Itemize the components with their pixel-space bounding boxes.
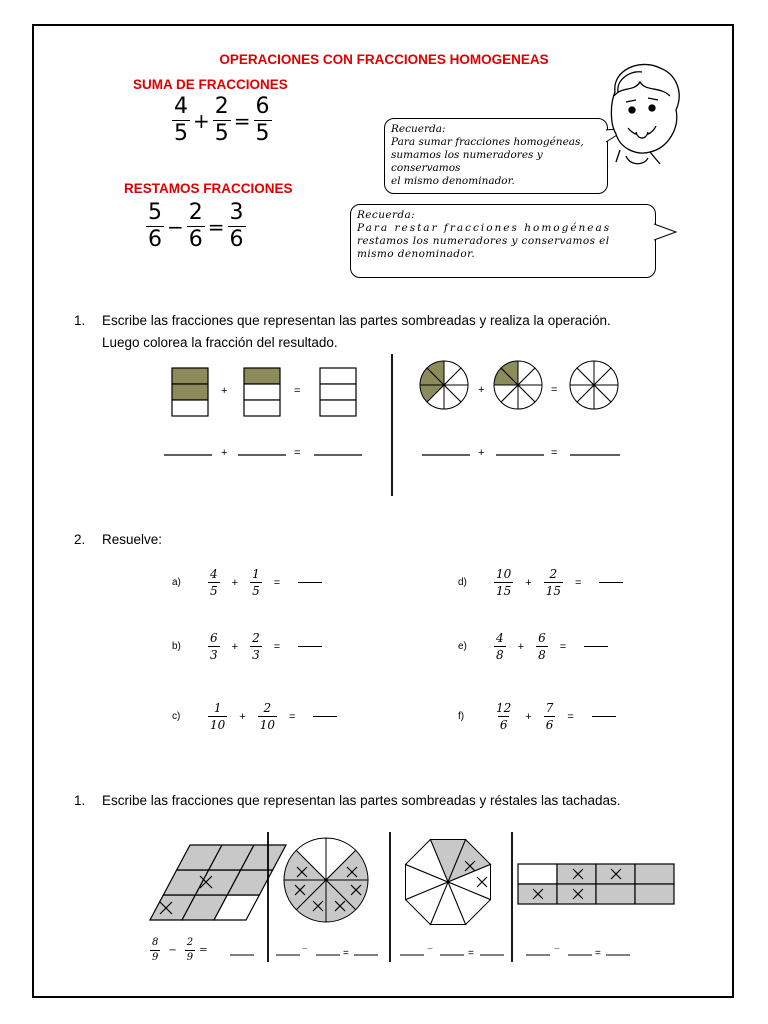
denominator: 15 xyxy=(545,584,561,598)
plus-sign: + xyxy=(525,710,532,723)
numerator: 6 xyxy=(538,631,546,645)
equals-sign: = xyxy=(199,945,208,956)
minus-sign: − xyxy=(302,944,308,955)
denominator: 5 xyxy=(214,121,229,146)
q3-example-operation xyxy=(150,938,212,963)
equals-sign: = xyxy=(575,576,582,589)
page-title: OPERACIONES CON FRACCIONES HOMOGENEAS xyxy=(219,52,549,67)
equals-sign: = xyxy=(294,447,301,459)
numerator: 7 xyxy=(545,701,554,715)
bubble-line: sumamos los numeradores y conservamos xyxy=(391,149,543,174)
numerator: 5 xyxy=(148,200,162,225)
bubble-line: el mismo denominador. xyxy=(391,175,515,187)
fraction xyxy=(208,632,220,661)
answer-line[interactable] xyxy=(592,716,616,717)
denominator: 3 xyxy=(252,648,260,662)
fraction xyxy=(494,632,506,661)
numerator: 6 xyxy=(210,631,218,645)
numerator: 2 xyxy=(214,94,229,119)
denominator: 8 xyxy=(538,648,546,662)
minus-sign: − xyxy=(167,214,184,239)
bar-part xyxy=(320,368,356,384)
numerator: 3 xyxy=(229,200,244,225)
exercise-label: b) xyxy=(172,641,181,652)
question-2-number: 2. xyxy=(74,532,86,547)
equals-sign: = xyxy=(294,385,301,397)
fraction xyxy=(544,568,563,597)
denominator: 6 xyxy=(148,227,162,252)
numerator: 4 xyxy=(174,94,188,119)
equals-sign: = xyxy=(595,948,601,959)
fraction xyxy=(494,702,513,731)
fraction xyxy=(258,702,277,731)
fraction xyxy=(208,702,227,731)
bar-part xyxy=(244,400,280,416)
bubble-line: Para restar fracciones homogéneas xyxy=(357,222,612,234)
exercise-item xyxy=(458,632,608,661)
fraction xyxy=(250,568,262,597)
sum-heading: SUMA DE FRACCIONES xyxy=(133,77,288,92)
grid-cell xyxy=(557,884,596,904)
numerator: 2 xyxy=(252,631,260,645)
numerator: 8 xyxy=(152,937,159,948)
denominator: 15 xyxy=(496,584,512,598)
minus-sign: − xyxy=(168,945,177,956)
question-3-text: Escribe las fracciones que representan las partes sombreadas y réstales las tachadas. xyxy=(102,793,621,808)
bubble-line: Recuerda: xyxy=(357,209,416,221)
plus-sign: + xyxy=(221,385,228,397)
subtract-heading: RESTAMOS FRACCIONES xyxy=(124,181,293,196)
numerator: 1 xyxy=(213,701,222,715)
grid-cell xyxy=(518,864,557,884)
exercise-label: e) xyxy=(458,641,467,652)
exercise-item xyxy=(172,632,322,661)
bubble-line: Recuerda: xyxy=(391,123,446,135)
fraction xyxy=(494,568,513,597)
numerator: 2 xyxy=(188,200,203,225)
denominator: 5 xyxy=(174,121,188,146)
equals-sign: = xyxy=(233,108,251,133)
denominator: 5 xyxy=(255,121,270,146)
plus-sign: + xyxy=(239,710,246,723)
numerator: 2 xyxy=(263,701,272,715)
plus-sign: + xyxy=(231,576,239,589)
grid-cell xyxy=(557,864,596,884)
numerator: 10 xyxy=(496,567,512,581)
exercise-label: a) xyxy=(172,577,181,588)
question-1-line: Escribe las fracciones que representan las partes sombreadas y realiza la operación. xyxy=(102,313,611,328)
answer-line[interactable] xyxy=(584,646,608,647)
bar-part xyxy=(320,384,356,400)
equals-sign: = xyxy=(289,710,296,723)
bar-part xyxy=(172,400,208,416)
fraction xyxy=(536,632,548,661)
plus-sign: + xyxy=(517,640,525,653)
answer-line[interactable] xyxy=(298,646,322,647)
exercise-item xyxy=(458,568,623,597)
bar-part xyxy=(320,400,356,416)
numerator: 4 xyxy=(496,631,504,645)
plus-sign: + xyxy=(231,640,239,653)
equals-sign: = xyxy=(273,576,281,589)
question-2-text: Resuelve: xyxy=(102,532,163,547)
fraction xyxy=(208,568,220,597)
plus-sign: + xyxy=(478,447,485,459)
grid-cell xyxy=(596,884,635,904)
denominator: 6 xyxy=(188,227,203,252)
fraction xyxy=(185,938,195,963)
plus-sign: + xyxy=(525,576,532,589)
denominator: 10 xyxy=(210,718,226,732)
equals-sign: = xyxy=(551,447,558,459)
bar-part xyxy=(244,384,280,400)
q3-figures xyxy=(150,838,674,924)
denominator: 6 xyxy=(499,718,508,732)
denominator: 9 xyxy=(186,952,194,963)
exercise-label: d) xyxy=(458,577,467,588)
numerator: 2 xyxy=(549,567,558,581)
denominator: 6 xyxy=(545,718,554,732)
minus-sign: − xyxy=(427,944,433,955)
grid-cell xyxy=(635,864,674,884)
numerator: 4 xyxy=(210,567,218,581)
question-1-number: 1. xyxy=(74,313,86,328)
denominator: 3 xyxy=(210,648,218,662)
bubble-tail xyxy=(654,224,676,240)
equals-sign: = xyxy=(559,640,567,653)
exercise-item xyxy=(172,702,337,731)
plus-sign: + xyxy=(193,108,210,133)
bubble-line: mismo denominador. xyxy=(357,248,476,260)
answer-line[interactable] xyxy=(599,582,623,583)
question-1-text xyxy=(102,310,714,354)
equals-sign: = xyxy=(273,640,281,653)
bar-part xyxy=(244,368,280,384)
plus-sign: + xyxy=(221,447,228,459)
question-1-line: Luego colorea la fracción del resultado. xyxy=(102,335,338,350)
equals-sign: = xyxy=(567,710,574,723)
equals-sign: = xyxy=(468,948,474,959)
denominator: 8 xyxy=(496,648,504,662)
question-3-number: 1. xyxy=(74,793,86,808)
answer-line[interactable] xyxy=(313,716,337,717)
denominator: 10 xyxy=(259,718,275,732)
grid-cell xyxy=(635,884,674,904)
denominator: 5 xyxy=(210,584,218,598)
kid-character-illustration xyxy=(611,64,679,164)
equals-sign: = xyxy=(551,384,558,396)
minus-sign: − xyxy=(554,944,560,955)
exercise-label: c) xyxy=(172,711,181,722)
bar-part xyxy=(172,368,208,384)
equals-sign: = xyxy=(207,214,225,239)
exercise-item xyxy=(172,568,322,597)
denominator: 6 xyxy=(229,227,244,252)
answer-line[interactable] xyxy=(298,582,322,583)
fraction xyxy=(150,938,160,963)
bubble-line: restamos los numeradores y conservamos el xyxy=(357,235,610,247)
equals-sign: = xyxy=(343,948,349,959)
fraction xyxy=(250,632,262,661)
numerator: 12 xyxy=(496,701,512,715)
denominator: 9 xyxy=(152,952,159,963)
exercise-label: f) xyxy=(458,711,465,722)
numerator: 1 xyxy=(252,567,260,581)
numerator: 2 xyxy=(186,937,194,948)
q1-circle-models xyxy=(420,361,618,409)
bubble-line: Para sumar fracciones homogéneas, xyxy=(391,136,584,148)
bar-part xyxy=(172,384,208,400)
exercise-item xyxy=(458,702,616,731)
fraction xyxy=(544,702,556,731)
denominator: 5 xyxy=(252,584,260,598)
q1-bar-models xyxy=(172,368,356,416)
plus-sign: + xyxy=(478,384,485,396)
numerator: 6 xyxy=(255,94,270,119)
